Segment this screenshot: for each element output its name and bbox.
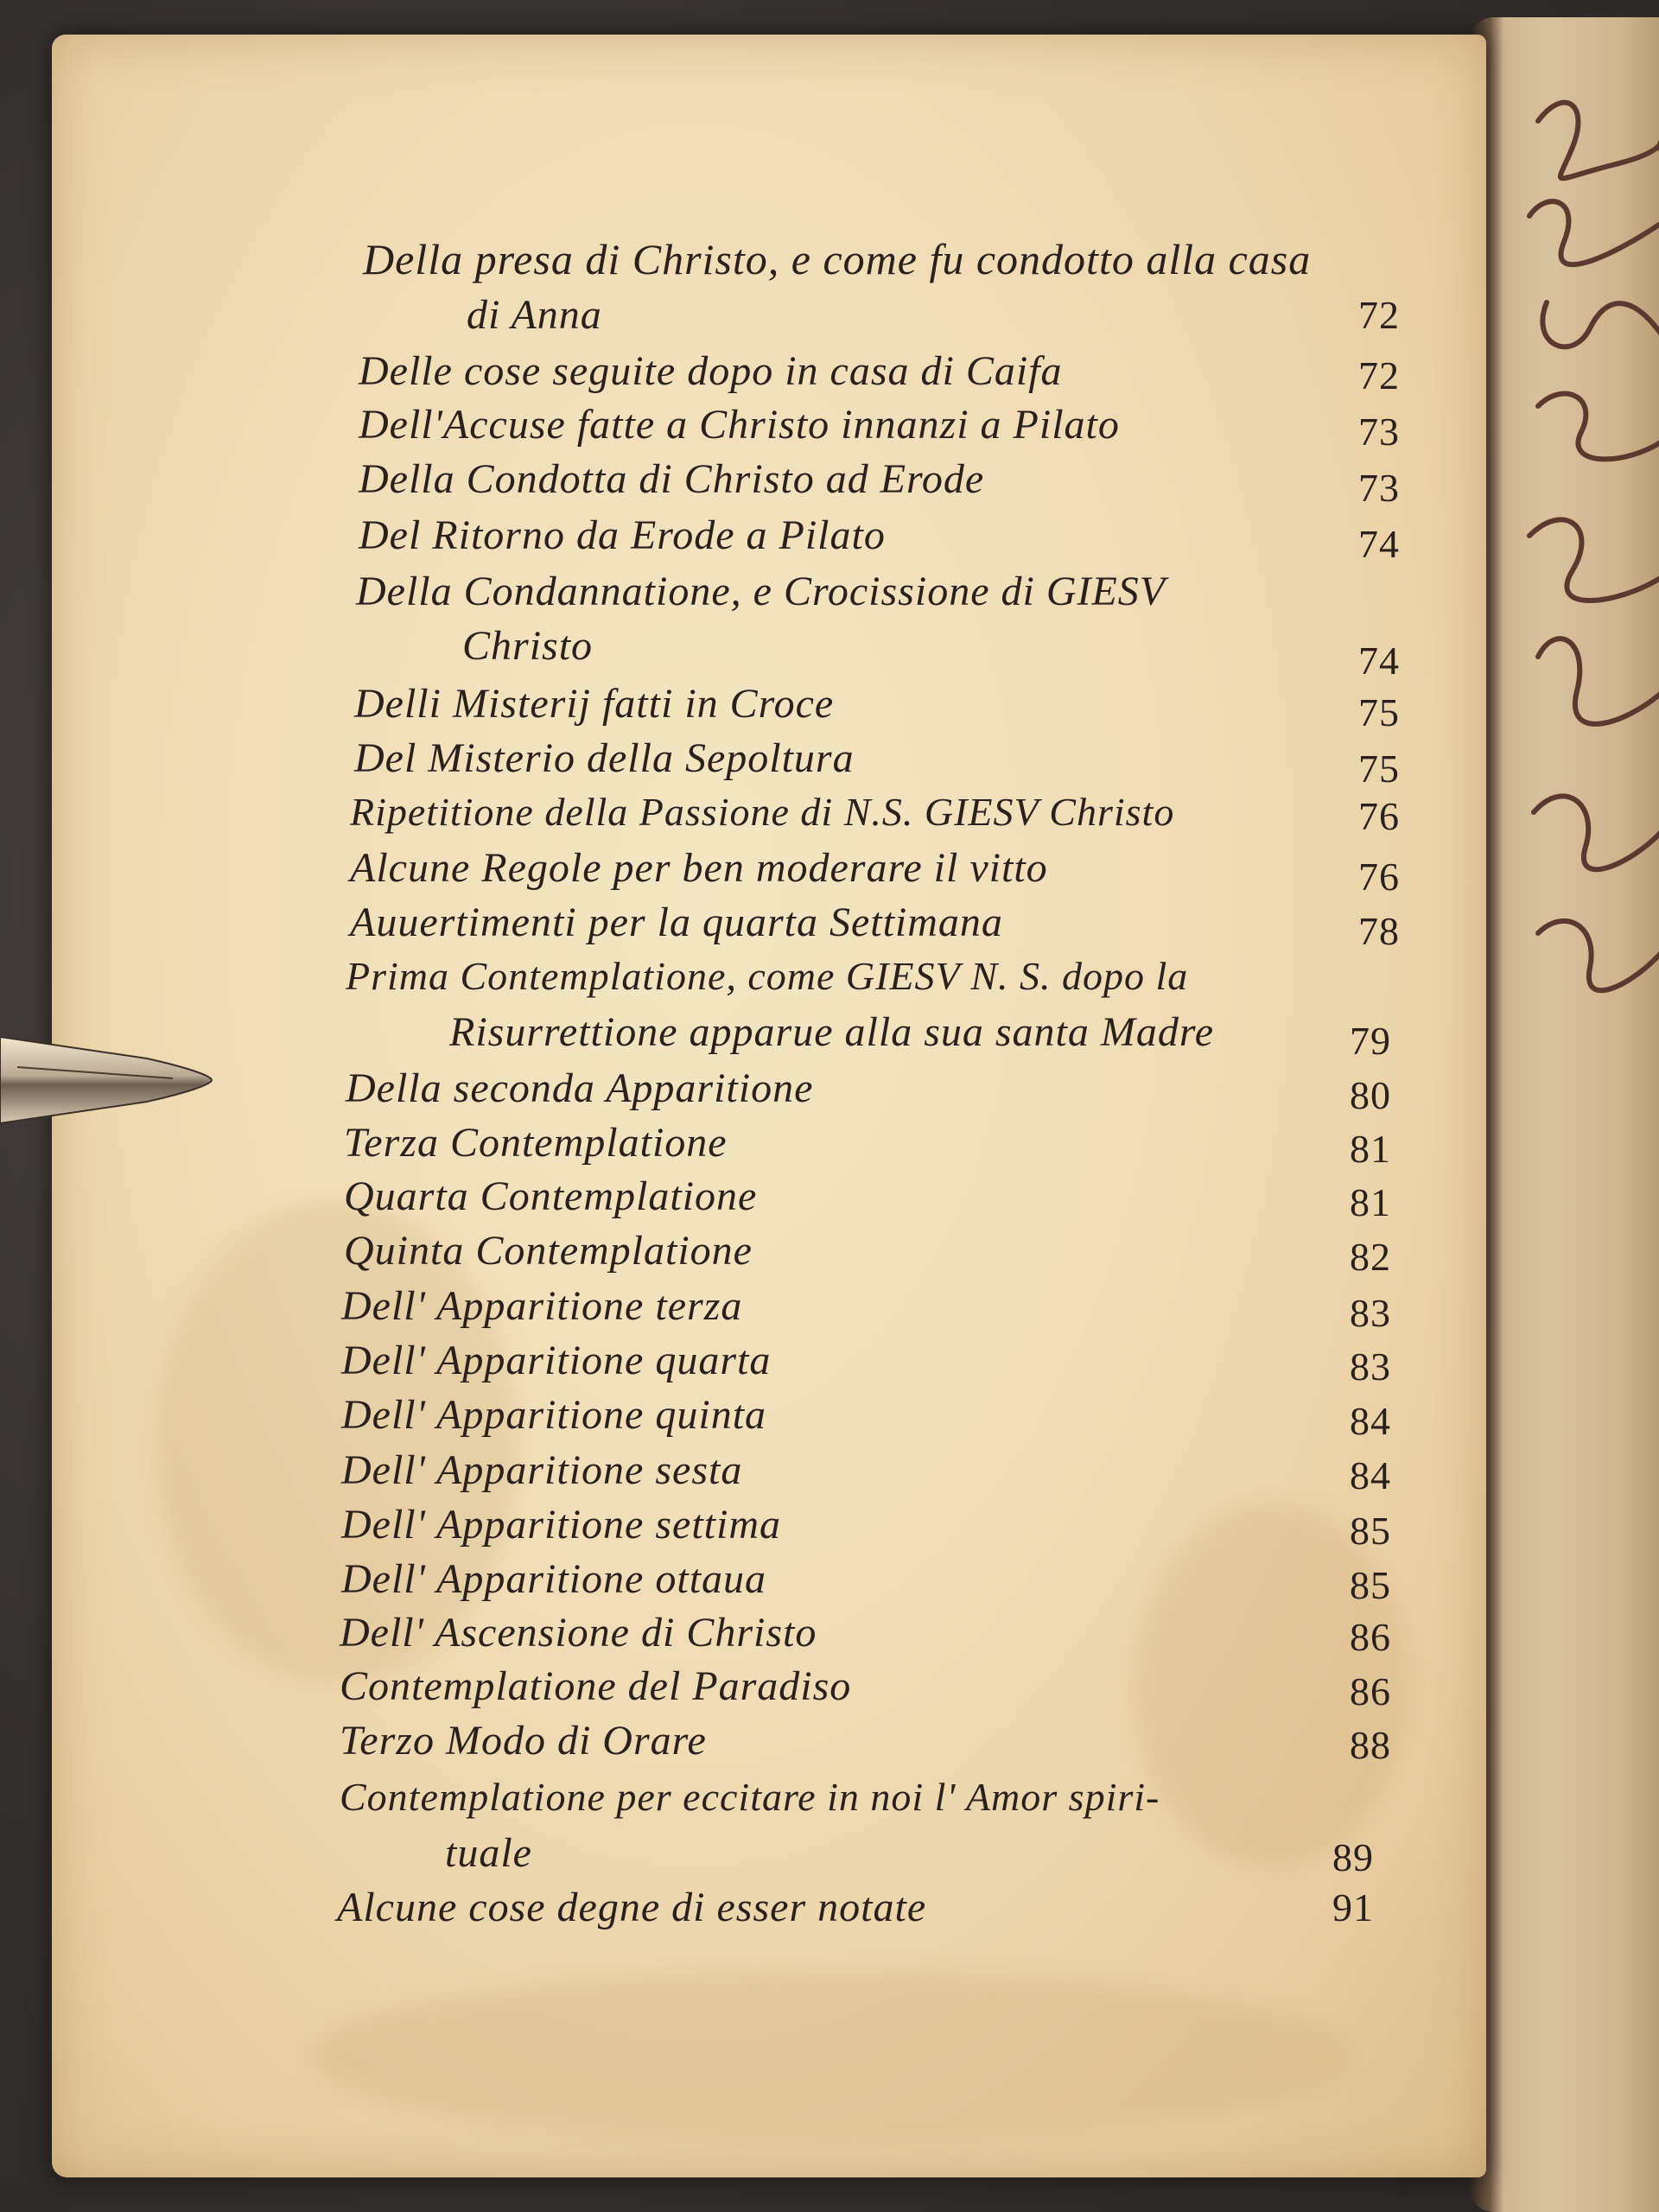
toc-entry-title: Contemplatione per eccitare in noi l' Amor spiri- <box>340 1775 1160 1819</box>
toc-entry-title: Risurrettione apparue alla sua santa Madre <box>449 1009 1215 1055</box>
toc-entry-page: 76 <box>1358 855 1400 899</box>
toc-entry-title: di Anna <box>467 292 602 338</box>
toc-entry-page: 86 <box>1350 1615 1391 1659</box>
handwritten-annotation <box>1512 69 1659 1020</box>
facing-page <box>1469 17 1659 2212</box>
toc-entry-page: 73 <box>1358 466 1400 510</box>
toc-entry-title: Dell'Accuse fatte a Christo innanzi a Pilato <box>359 402 1120 448</box>
toc-entry-title: Terza Contemplatione <box>344 1120 728 1166</box>
toc-entry-page: 88 <box>1350 1723 1391 1767</box>
toc-entry-title: Della Condotta di Christo ad Erode <box>359 456 985 502</box>
toc-entry-page: 74 <box>1358 522 1400 566</box>
pen-icon <box>0 1020 216 1141</box>
toc-entry-page: 82 <box>1350 1235 1391 1279</box>
toc-entry-page: 75 <box>1358 690 1400 734</box>
toc-entry-page: 83 <box>1350 1344 1391 1389</box>
toc-entry-title: Dell' Apparitione settima <box>341 1502 782 1548</box>
toc-entry-title: Delli Misterij fatti in Croce <box>354 681 835 727</box>
toc-entry-title: Del Ritorno da Erode a Pilato <box>359 512 886 558</box>
toc-entry-title: Delle cose seguite dopo in casa di Caifa <box>359 348 1063 394</box>
toc-entry-title: Quinta Contemplatione <box>344 1228 753 1274</box>
toc-entry-title: Della presa di Christo, e come fu condotto alla casa <box>363 235 1312 283</box>
toc-entry-title: Prima Contemplatione, come GIESV N. S. dopo la <box>346 954 1189 998</box>
toc-entry-page: 91 <box>1332 1885 1374 1929</box>
toc-entry-page: 85 <box>1350 1509 1391 1553</box>
toc-entry-title: Alcune cose degne di esser notate <box>337 1885 927 1930</box>
toc-entry-title: Alcune Regole per ben moderare il vitto <box>350 845 1048 891</box>
toc-entry-title: Contemplatione del Paradiso <box>340 1663 852 1709</box>
toc-entry-page: 73 <box>1358 410 1400 454</box>
toc-entry-title: Dell' Ascensione di Christo <box>340 1610 817 1656</box>
toc-entry-page: 81 <box>1350 1180 1391 1224</box>
toc-entry-page: 83 <box>1350 1291 1391 1335</box>
toc-entry-title: Terzo Modo di Orare <box>340 1718 707 1764</box>
toc-entry-page: 78 <box>1358 909 1400 953</box>
toc-entry-page: 72 <box>1358 353 1400 397</box>
toc-entry-page: 80 <box>1350 1073 1391 1117</box>
toc-entry-page: 85 <box>1350 1563 1391 1607</box>
toc-entry-title: Dell' Apparitione terza <box>341 1283 743 1329</box>
toc-entry-page: 84 <box>1350 1399 1391 1443</box>
toc-entry-page: 89 <box>1332 1835 1374 1879</box>
toc-entry-page: 74 <box>1358 639 1400 683</box>
toc-entry-title: Della seconda Apparitione <box>346 1065 814 1111</box>
toc-entry-page: 76 <box>1358 794 1400 838</box>
toc-entry-page: 79 <box>1350 1019 1391 1063</box>
toc-entry-title: Della Condannatione, e Crocissione di GIESV <box>356 569 1166 614</box>
toc-entry-title: Dell' Apparitione quinta <box>341 1392 767 1438</box>
toc-entry-page: 75 <box>1358 747 1400 791</box>
toc-entry-page: 81 <box>1350 1127 1391 1171</box>
toc-entry-title: Dell' Apparitione sesta <box>341 1447 743 1493</box>
toc-entry-page: 84 <box>1350 1453 1391 1497</box>
toc-entry-page: 72 <box>1358 293 1400 337</box>
toc-entry-title: Christo <box>462 623 594 669</box>
toc-entry-title: Quarta Contemplatione <box>344 1173 758 1219</box>
toc-entry-title: Dell' Apparitione ottaua <box>341 1556 767 1602</box>
toc-entry-title: Ripetitione della Passione di N.S. GIESV Christo <box>350 790 1175 834</box>
toc-entry-title: Auuertimenti per la quarta Settimana <box>350 899 1003 945</box>
toc-entry-title: Del Misterio della Sepoltura <box>354 735 855 781</box>
toc-entry-title: tuale <box>445 1830 532 1876</box>
toc-entry-page: 86 <box>1350 1669 1391 1713</box>
toc-entry-title: Dell' Apparitione quarta <box>341 1338 772 1383</box>
